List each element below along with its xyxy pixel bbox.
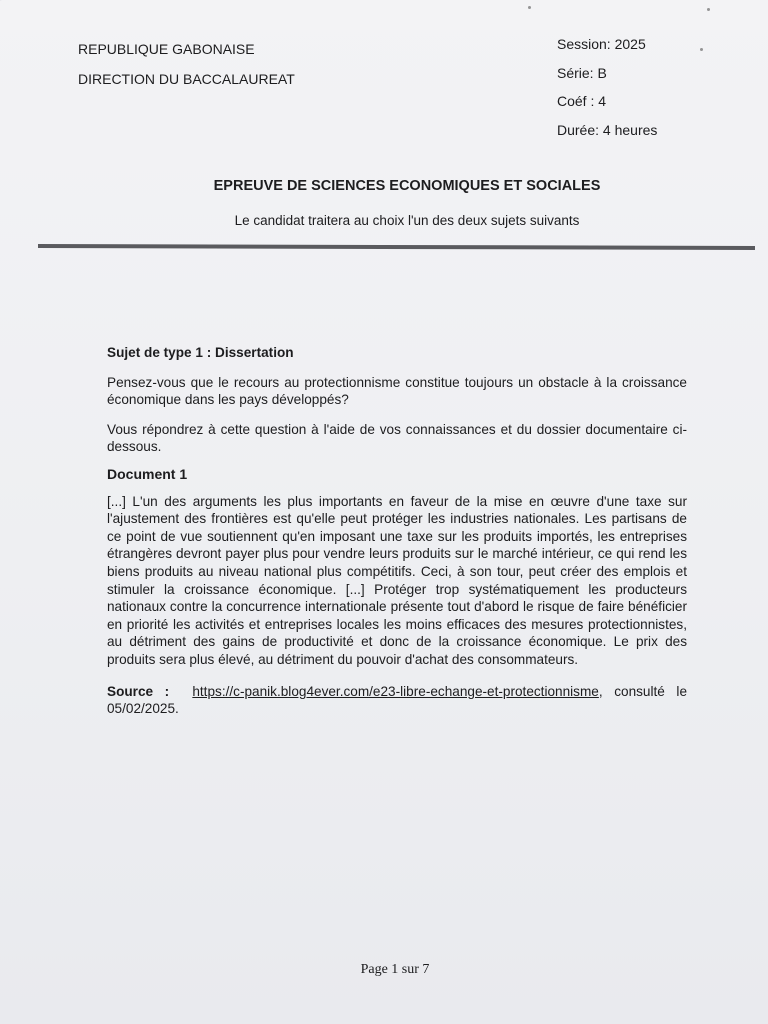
speck	[700, 48, 703, 51]
exam-instruction: Le candidat traitera au choix l'un des deux sujets suivants	[234, 213, 580, 228]
coef-label: Coéf : 4	[557, 93, 607, 109]
serie-label: Série: B	[557, 64, 607, 81]
source-date: , consulté le 05/02/2025.	[107, 683, 688, 717]
speck	[707, 8, 710, 11]
country-name: REPUBLIQUE GABONAISE	[78, 41, 255, 57]
exam-content	[107, 344, 687, 718]
session-label: Session: 2025	[557, 36, 646, 52]
page-number: Page 1 sur 7	[360, 962, 430, 977]
exam-title: EPREUVE DE SCIENCES ECONOMIQUES ET SOCIALES	[213, 178, 601, 194]
divider-rule	[38, 244, 755, 250]
sujet-consigne: Vous répondrez à cette question à l'aide de vos connaissances et du dossier documentaire ci-dessous.	[107, 421, 687, 455]
duree-label: Durée: 4 heures	[557, 121, 658, 138]
sujet-question: Pensez-vous que le recours au protectionnisme constitue toujours un obstacle à la croissance économique dans les pays développés?	[107, 374, 687, 408]
source-label: Source :	[107, 683, 170, 699]
sujet-heading: Sujet de type 1 : Dissertation	[107, 345, 294, 360]
header-right	[557, 30, 657, 144]
document-title: Document 1	[107, 465, 188, 482]
source-link[interactable]: https://c-panik.blog4ever.com/e23-libre-echange-et-protectionnisme	[192, 683, 599, 699]
document-source	[107, 683, 687, 718]
document-text: [...] L'un des arguments les plus importants en faveur de la mise en œuvre d'une taxe sur l'ajustement des frontières est qu'elle peut protéger les industries nationales. Les partisans de ce point de vue soutiennent qu'en imposant une taxe sur les produits importés, les entreprises étrangères devront payer plus pour vendre leurs produits sur le marché intérieur, ce qui rend les biens produits au niveau national plus compétitifs. Ceci, à son tour, peut créer des emplois et stimuler la croissance économique. [...] Protéger trop systématiquement les producteurs nationaux contre la concurrence internationale présente tout d'abord le risque de faire bénéficier en priorité les activités et entreprises locales les moins efficaces des mesures protectionnistes, au détriment des gains de productivité et donc de la croissance économique. Le prix des produits sera plus élevé, au détriment du pouvoir d'achat des consommateurs.	[107, 493, 687, 667]
direction-name: DIRECTION DU BACCALAUREAT	[78, 71, 295, 87]
speck	[528, 6, 531, 9]
header-left	[78, 34, 295, 94]
